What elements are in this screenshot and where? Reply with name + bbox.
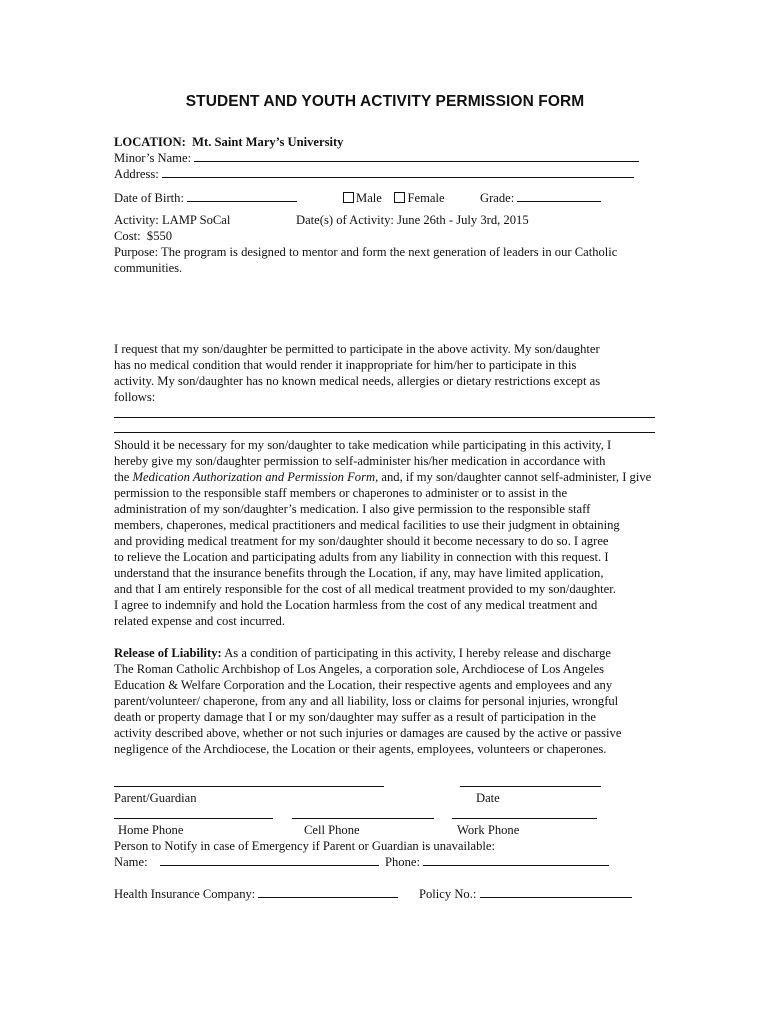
medication-line: the <box>114 470 133 484</box>
dates-row <box>296 212 529 228</box>
release-paragraph <box>114 645 662 757</box>
release-line: Education & Welfare Corporation and the Location, their respective agents and employees and any <box>114 678 613 692</box>
activity-label: Activity: <box>114 213 159 227</box>
release-line: The Roman Catholic Archbishop of Los Angeles, a corporation sole, Archdiocese of Los Angeles <box>114 662 604 676</box>
parent-guardian-label: Parent/Guardian <box>114 791 197 805</box>
address-row <box>114 166 634 182</box>
location-value: Mt. Saint Mary’s University <box>192 135 344 149</box>
emergency-phone-field[interactable] <box>423 854 609 866</box>
medication-line: permission to the responsible staff members or chaperones to administer or to assist in the <box>114 486 568 500</box>
medication-line: administration of my son/daughter’s medication. I also give permission to the responsible staff <box>114 502 591 516</box>
emergency-intro: Person to Notify in case of Emergency if Parent or Guardian is unavailable: <box>114 839 495 853</box>
purpose-block <box>114 244 662 276</box>
request-line: has no medical condition that would render it inappropriate for him/her to participate in this <box>114 358 577 372</box>
medication-line: and providing medical treatment for my son/daughter should it become necessary to do so. I agree <box>114 534 609 548</box>
release-line: parent/volunteer/ chaperone, from any and all liability, loss or claims for personal injuries, wrongful <box>114 694 619 708</box>
minor-name-row <box>114 150 639 166</box>
medication-line: understand that the insurance benefits through the Location, if any, may have limited application, <box>114 566 604 580</box>
location-line <box>114 134 343 150</box>
cost-value: $550 <box>146 229 173 243</box>
purpose-line: The program is designed to mentor and form the next generation of leaders in our Catholic <box>161 245 618 259</box>
cost-row <box>114 228 172 244</box>
emergency-name-label: Name: <box>114 855 148 869</box>
grade-label: Grade: <box>480 191 515 205</box>
release-line: negligence of the Archdiocese, the Location or their agents, employees, volunteers or chaperones. <box>114 742 607 756</box>
home-phone-field[interactable] <box>114 818 273 819</box>
policy-row <box>419 886 632 902</box>
home-phone-label: Home Phone <box>118 823 184 837</box>
release-line: activity described above, whether or not such injuries or damages are caused by the active or passive <box>114 726 622 740</box>
work-phone-label: Work Phone <box>457 823 520 837</box>
medication-line: and that I am entirely responsible for the cost of all medical treatment provided to my son/daughter. <box>114 582 616 596</box>
emergency-phone-row <box>385 854 609 870</box>
release-line: As a condition of participating in this activity, I hereby release and discharge <box>221 646 611 660</box>
address-field[interactable] <box>162 166 634 178</box>
minor-name-label: Minor’s Name: <box>114 151 192 165</box>
dates-value: June 26th - July 3rd, 2015 <box>397 213 529 227</box>
address-label: Address: <box>114 167 159 181</box>
minor-name-field[interactable] <box>194 150 639 162</box>
form-title: STUDENT AND YOUTH ACTIVITY PERMISSION FORM <box>185 93 585 110</box>
medication-line: members, chaperones, medical practitioners and medical facilities to use their judgment in obtaining <box>114 518 620 532</box>
medication-line: Should it be necessary for my son/daughter to take medication while participating in this activity, I <box>114 438 612 452</box>
medical-needs-field-1[interactable] <box>114 417 655 418</box>
emergency-name-row <box>114 854 379 870</box>
medical-needs-field-2[interactable] <box>114 432 655 433</box>
medication-line: related expense and cost incurred. <box>114 614 285 628</box>
cell-phone-label: Cell Phone <box>304 823 360 837</box>
purpose-label: Purpose: <box>114 245 159 259</box>
grade-row <box>480 190 601 206</box>
dob-field[interactable] <box>187 190 297 202</box>
emergency-phone-label: Phone: <box>385 855 420 869</box>
medication-line: hereby give my son/daughter permission to self-administer his/her medication in accordance with <box>114 454 606 468</box>
request-paragraph <box>114 341 662 405</box>
medication-line: I agree to indemnify and hold the Location harmless from the cost of any medical treatment and <box>114 598 598 612</box>
gender-options <box>343 190 445 206</box>
release-line: death or property damage that I or my son/daughter may suffer as a result of participation in the <box>114 710 597 724</box>
request-line: follows: <box>114 390 156 404</box>
cost-label: Cost: <box>114 229 141 243</box>
male-label: Male <box>356 191 382 205</box>
insurance-company-row <box>114 886 398 902</box>
request-line: I request that my son/daughter be permitted to participate in the above activity. My son/daughter <box>114 342 600 356</box>
male-checkbox[interactable] <box>343 192 354 203</box>
dob-row <box>114 190 297 206</box>
policy-label: Policy No.: <box>419 887 477 901</box>
medication-line: , and, if my son/daughter cannot self-administer, I give <box>375 470 652 484</box>
insurance-company-label: Health Insurance Company: <box>114 887 256 901</box>
activity-value: LAMP SoCal <box>161 213 231 227</box>
location-label: LOCATION: <box>114 135 186 149</box>
date-label: Date <box>476 791 500 805</box>
date-field[interactable] <box>460 786 601 787</box>
medication-paragraph <box>114 437 662 629</box>
female-label: Female <box>407 191 445 205</box>
cell-phone-field[interactable] <box>292 818 434 819</box>
dates-label: Date(s) of Activity: <box>296 213 394 227</box>
female-checkbox[interactable] <box>394 192 405 203</box>
insurance-company-field[interactable] <box>258 886 398 898</box>
emergency-name-field[interactable] <box>160 854 379 866</box>
work-phone-field[interactable] <box>452 818 597 819</box>
request-line: activity. My son/daughter has no known medical needs, allergies or dietary restrictions except as <box>114 374 601 388</box>
purpose-line: communities. <box>114 261 183 275</box>
release-label: Release of Liability: <box>114 646 222 660</box>
parent-signature-field[interactable] <box>114 786 384 787</box>
medication-line: to relieve the Location and participating adults from any liability in connection with this request. I <box>114 550 609 564</box>
grade-field[interactable] <box>517 190 601 202</box>
dob-label: Date of Birth: <box>114 191 184 205</box>
policy-number-field[interactable] <box>480 886 632 898</box>
activity-row <box>114 212 230 228</box>
medication-form-title: Medication Authorization and Permission Form <box>132 470 376 484</box>
